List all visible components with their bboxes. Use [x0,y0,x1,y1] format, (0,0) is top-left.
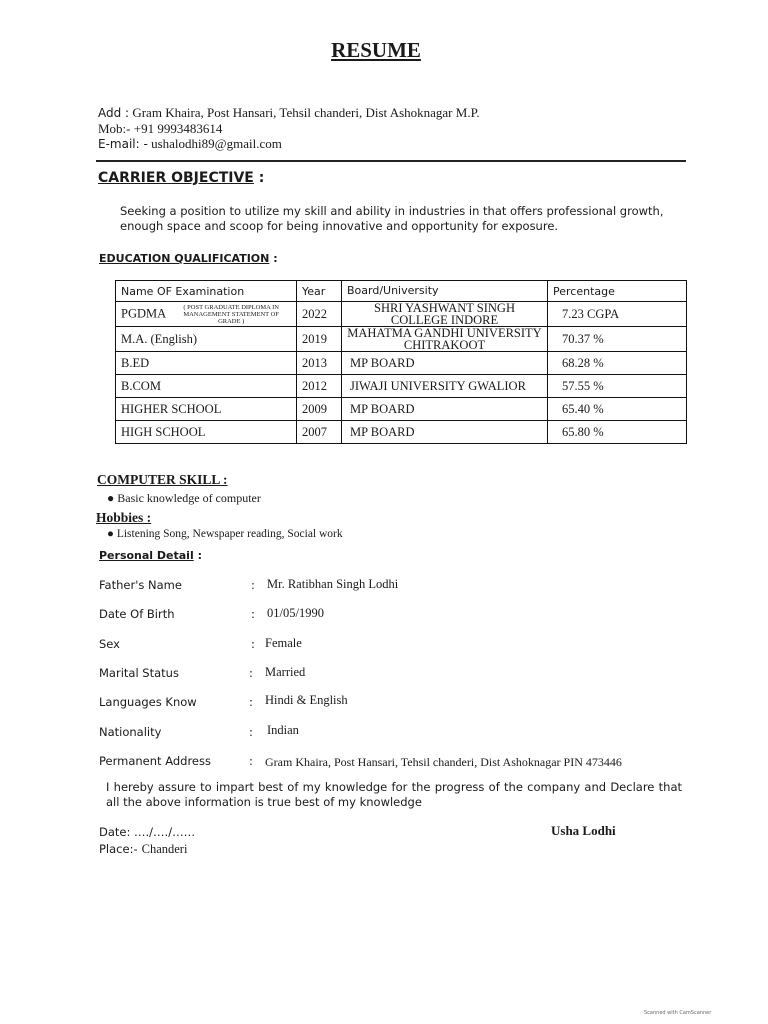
field-label: Languages Know [99,695,197,709]
board-cell: MP BOARD [342,352,548,375]
field-label: Sex [99,637,120,651]
signature-name: Usha Lodhi [551,823,616,838]
field-colon: : [249,695,253,709]
hobbies-heading: Hobbies : [96,510,152,525]
exam-note: ( POST GRADUATE DIPLOMA IN MANAGEMENT STATEMENT OF GRADE ) [183,303,279,325]
dob-value: 01/05/1990 [267,606,324,620]
board-cell: SHRI YASHWANT SINGH COLLEGE INDORE [342,302,548,327]
mobile-line: Mob:- +91 9993483614 [98,121,223,136]
bullet-icon: ● [107,491,115,505]
percentage-cell: 65.80 % [548,421,687,444]
objective-heading [98,170,264,186]
col-header-exam: Name OF Examination [116,281,297,302]
list-item [107,491,261,506]
board-cell: JIWAJI UNIVERSITY GWALIOR [342,375,548,398]
computer-skill-heading: COMPUTER SKILL : [97,472,228,487]
field-colon: : [251,637,255,651]
email-label: E-mail: - [98,137,148,151]
table-row [116,398,687,421]
address-text: Gram Khaira, Post Hansari, Tehsil chanderi, Dist Ashoknagar M.P. [132,105,480,120]
exam-cell: HIGHER SCHOOL [116,398,297,421]
education-heading-text: EDUCATION QUALIFICATION [99,252,270,265]
field-label: Nationality [99,725,162,739]
fathers-name-value: Mr. Ratibhan Singh Lodhi [267,577,399,591]
exam-name: PGDMA [121,305,167,320]
bullet-icon: ● [107,528,114,540]
objective-heading-text: CARRIER OBJECTIVE [98,170,254,186]
col-header-year: Year [297,281,342,302]
nationality-value: Indian [267,723,299,737]
place-value: Chanderi [141,842,188,856]
percentage-cell: 70.37 % [548,327,687,352]
exam-cell [116,302,297,327]
field-colon: : [249,725,253,739]
personal-heading-text: Personal Detail [99,549,194,562]
date-line: Date: …./…./…… [99,825,196,839]
year-cell: 2019 [297,327,342,352]
table-row [116,352,687,375]
scanner-watermark: Scanned with CamScanner [644,1010,712,1016]
field-label: Date Of Birth [99,607,175,621]
list-item [107,528,343,540]
percentage-cell: 57.55 % [548,375,687,398]
personal-heading [99,549,202,562]
education-heading [99,252,278,265]
exam-cell: B.COM [116,375,297,398]
table-header-row [116,281,687,302]
field-label: Marital Status [99,666,179,680]
board-cell: MAHATMA GANDHI UNIVERSITY CHITRAKOOT [342,327,548,352]
hobby-text: Listening Song, Newspaper reading, Social work [116,528,343,540]
table-row [116,421,687,444]
education-table [115,280,687,444]
objective-text: Seeking a position to utilize my skill and ability in industries in that offers professional growth, enough space and scoop for being innovative and opportunity for exposure. [120,204,664,233]
board-cell: MP BOARD [342,398,548,421]
field-colon: : [249,754,253,768]
year-cell: 2012 [297,375,342,398]
languages-value: Hindi & English [265,693,348,707]
year-cell: 2022 [297,302,342,327]
exam-cell: HIGH SCHOOL [116,421,297,444]
sex-value: Female [265,636,302,650]
board-cell: MP BOARD [342,421,548,444]
declaration-text: I hereby assure to impart best of my knowledge for the progress of the company and Declare that all the above information is true best of my knowledge [106,780,682,809]
resume-title: RESUME [331,38,421,62]
percentage-cell: 7.23 CGPA [548,302,687,327]
year-cell: 2013 [297,352,342,375]
address-line [98,105,480,121]
exam-cell: M.A. (English) [116,327,297,352]
exam-cell: B.ED [116,352,297,375]
add-label: Add : [98,106,130,120]
email-line [98,136,282,152]
percentage-cell: 68.28 % [548,352,687,375]
field-colon: : [251,578,255,592]
year-cell: 2009 [297,398,342,421]
table-row [116,327,687,352]
col-header-percentage: Percentage [548,281,687,302]
field-label: Permanent Address [99,754,211,768]
field-colon: : [251,607,255,621]
email-text: ushalodhi89@gmail.com [151,136,282,151]
table-row [116,375,687,398]
education-colon: : [273,252,278,265]
header-divider [96,160,686,162]
field-label: Father's Name [99,578,182,592]
place-line [99,840,187,858]
skill-text: Basic knowledge of computer [117,491,261,505]
place-label: Place:- [99,842,138,856]
table-row [116,302,687,327]
personal-colon: : [197,549,202,562]
field-colon: : [249,666,253,680]
year-cell: 2007 [297,421,342,444]
marital-status-value: Married [265,665,306,679]
percentage-cell: 65.40 % [548,398,687,421]
objective-colon: : [258,170,265,186]
col-header-board: Board/University [342,281,548,302]
permanent-address-value: Gram Khaira, Post Hansari, Tehsil chanderi, Dist Ashoknagar PIN 473446 [265,755,622,769]
